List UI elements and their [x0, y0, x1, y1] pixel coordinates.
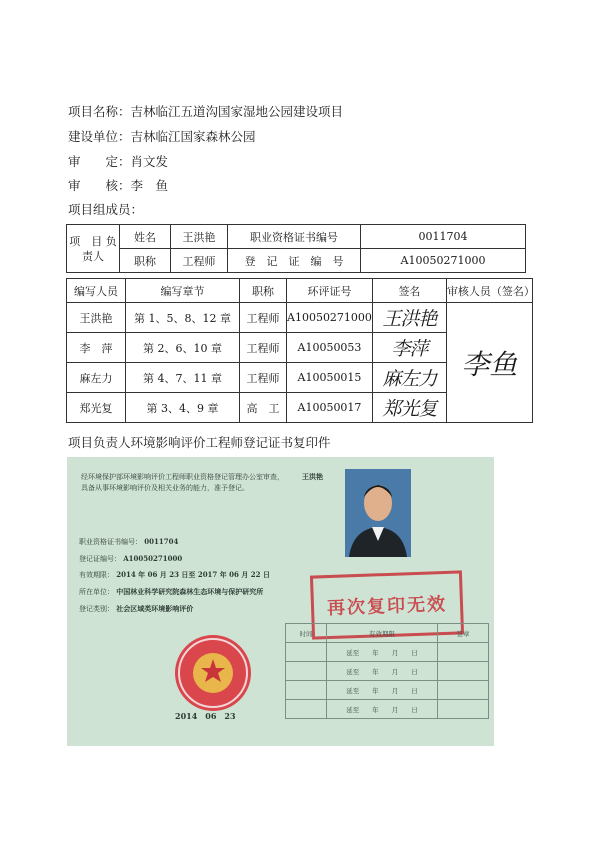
renewal-table: 时间 有效期限 签章 延至 年 月 日 延至 年 月 日 延至 年 月 日 延至 年 月 日 [285, 623, 489, 719]
leader-title-label: 职称 [120, 249, 171, 273]
row-cert: A10050015 [287, 363, 373, 393]
leader-name: 王洪艳 [171, 225, 228, 249]
leader-reg-no: A10050271000 [361, 249, 526, 273]
row-title: 工程师 [240, 333, 287, 363]
reviewer-line [68, 178, 168, 194]
leader-title: 工程师 [171, 249, 228, 273]
col-chapters: 编写章节 [126, 279, 240, 303]
leader-reg-label: 登 记 证 编 号 [228, 249, 361, 273]
project-name-line [68, 104, 343, 120]
row-chapters: 第 3、4、9 章 [126, 393, 240, 423]
cert-org: 所在单位： 中国林业科学研究院森林生态环境与保护研究所 [79, 587, 264, 596]
col-title: 职称 [240, 279, 287, 303]
approver: 肖文发 [130, 154, 169, 169]
reviewer-signature: 李鱼 [446, 303, 532, 423]
staff-header-row [67, 279, 533, 303]
approver-label: 审 定： [68, 154, 131, 169]
row-name: 郑光复 [67, 393, 126, 423]
approver-line [68, 154, 168, 170]
cert-valid: 有效期限： 2014 年 06 月 23 日至 2017 年 06 月 22 日 [79, 570, 270, 579]
cert-issue-date: 2014 06 23 [175, 711, 236, 721]
row-cert: A10050053 [287, 333, 373, 363]
col-reviewer: 审核人员（签名） [446, 279, 532, 303]
leader-cert-label: 职业资格证书编号 [228, 225, 361, 249]
col-cert: 环评证号 [287, 279, 373, 303]
leader-cert-no: 0011704 [361, 225, 526, 249]
certificate-caption: 项目负责人环境影响评价工程师登记证书复印件 [68, 435, 331, 450]
row-signature: 李萍 [372, 333, 446, 363]
leader-name-label: 姓名 [120, 225, 171, 249]
project-name-label: 项目名称： [68, 104, 131, 119]
certificate-image [67, 457, 494, 746]
row-signature: 王洪艳 [372, 303, 446, 333]
leader-table [66, 224, 526, 273]
members-label: 项目组成员： [68, 202, 144, 217]
row-title: 工程师 [240, 303, 287, 333]
row-cert: A10050271000 [287, 303, 373, 333]
cert-holder: 王洪艳 [302, 472, 323, 481]
cert-cert-no: 职业资格证书编号： 0011704 [79, 537, 179, 546]
col-signature: 签名 [372, 279, 446, 303]
row-name: 王洪艳 [67, 303, 126, 333]
builder-line [68, 129, 256, 145]
row-signature: 郑光复 [372, 393, 446, 423]
reviewer: 李 鱼 [130, 178, 169, 193]
row-cert: A10050017 [287, 393, 373, 423]
row-signature: 麻左力 [372, 363, 446, 393]
official-seal-icon [175, 635, 251, 711]
invalid-copy-stamp: 再次复印无效 [310, 570, 464, 639]
col-writer: 编写人员 [67, 279, 126, 303]
portrait-icon [345, 469, 411, 557]
project-name: 吉林临江五道沟国家湿地公园建设项目 [130, 104, 344, 119]
reviewer-label: 审 核： [68, 178, 131, 193]
cert-reg-no: 登记证编号： A10050271000 [79, 554, 183, 563]
row-name: 麻左力 [67, 363, 126, 393]
cert-intro: 经环境保护部环境影响评价工程师职业资格登记管理办公室审查， 王洪艳 具备从事环境影响评价及相关业务的能力，准予登记。 [81, 472, 323, 492]
row-chapters: 第 2、6、10 章 [126, 333, 240, 363]
row-chapters: 第 1、5、8、12 章 [126, 303, 240, 333]
staff-table [66, 278, 533, 423]
builder-label: 建设单位： [68, 129, 131, 144]
row-title: 工程师 [240, 363, 287, 393]
holder-photo [345, 469, 411, 557]
row-title: 高 工 [240, 393, 287, 423]
cert-category: 登记类别： 社会区域类环境影响评价 [79, 604, 194, 613]
builder: 吉林临江国家森林公园 [130, 129, 256, 144]
leader-label: 项 目 负责人 [67, 225, 120, 273]
row-chapters: 第 4、7、11 章 [126, 363, 240, 393]
row-name: 李 萍 [67, 333, 126, 363]
table-row [67, 303, 533, 333]
